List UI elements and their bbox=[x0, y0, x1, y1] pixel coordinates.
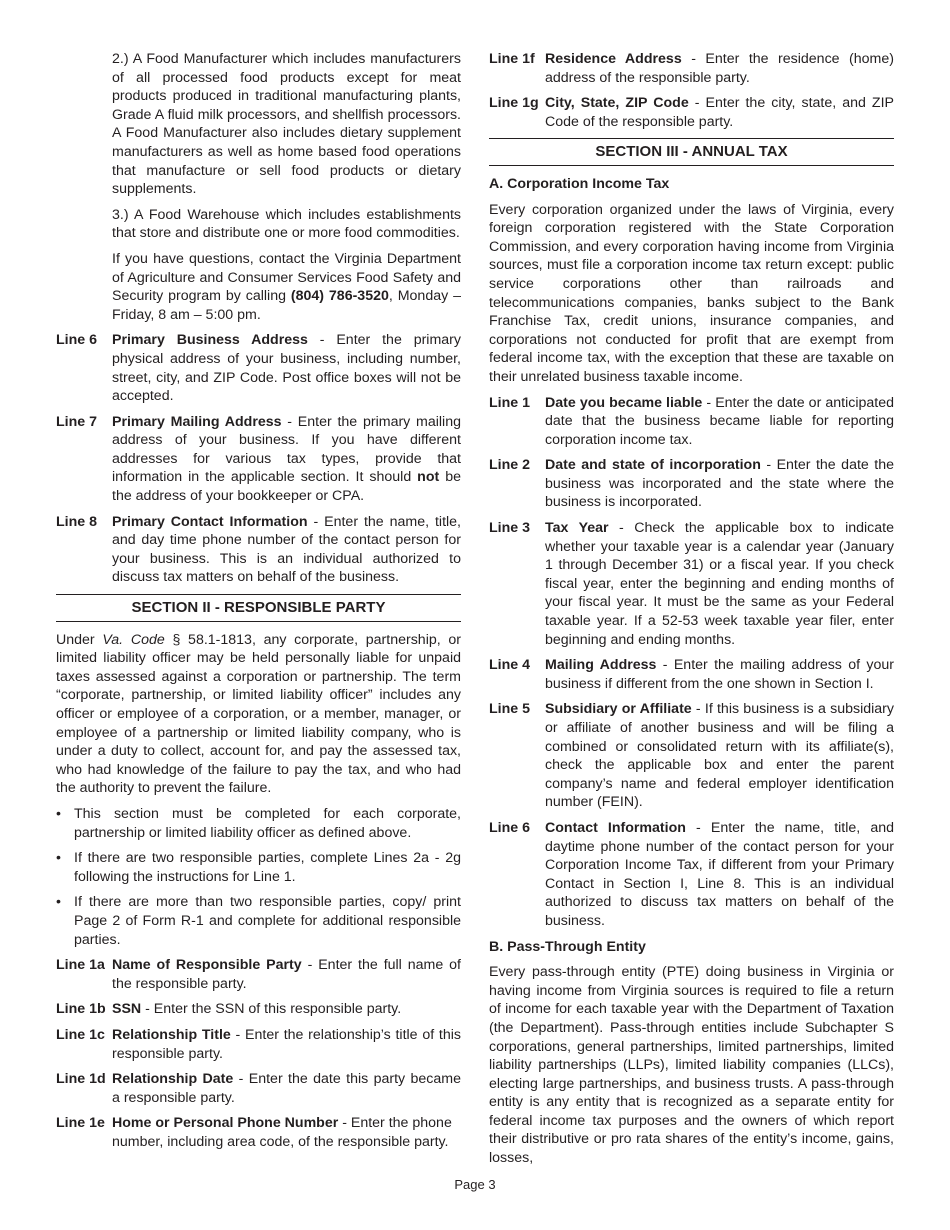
emphasis-not: not bbox=[417, 469, 440, 486]
line-label: Line 6 bbox=[489, 819, 530, 836]
line-1b-entry bbox=[56, 1000, 461, 1019]
line-1a-entry bbox=[56, 956, 461, 993]
line-text: - Enter the mailing address of your business if different from the one shown in Section I. bbox=[545, 657, 894, 692]
line-label: Line 1g bbox=[489, 95, 539, 112]
line-title: Tax Year bbox=[545, 520, 609, 537]
line-label: Line 2 bbox=[489, 457, 530, 474]
line-text: - Enter the primary mailing address of your business. If you have different addresses for various tax types, provide that information in the applicable section. It should bbox=[112, 413, 461, 486]
line-6-entry bbox=[489, 819, 894, 931]
line-text: - Check the applicable box to indicate whether your taxable year is a calendar year (January 1 through December 31) or a fiscal year. If you check fiscal year, enter the beginning and ending months of your fiscal year. It must be the same as your Federal taxable year. If a 52-53 week taxable year filer, enter beginning and ending months. bbox=[545, 520, 894, 648]
line-label: Line 1e bbox=[56, 1115, 105, 1132]
line-title: SSN bbox=[112, 1001, 142, 1018]
food-manufacturer-paragraph: 2.) A Food Manufacturer which includes manufacturers of all processed food products except for meat products produced in traditional manufacturing plants, Grade A fluid milk processors, and shellfish processors. A Food Manufacturer also includes dietary supplement manufacturers as well as home based food operations that manufacture or sell food products or dietary supplements. bbox=[112, 51, 461, 198]
line-title: City, State, ZIP Code bbox=[545, 95, 689, 112]
line-label: Line 3 bbox=[489, 520, 530, 537]
responsible-party-paragraph: Under Va. Code § 58.1-1813, any corporate, partnership, or limited liability officer may be held personally liable for unpaid taxes assessed against a corporation or partnership. The term “corporate, partnership, or limited liability officer” includes any officer or employee of a corporation, or a member, manager, or employee of a partnership or limited liability company, who is under a duty to collect, account for, and pay the assessed tax, who had knowledge of the failure to pay the tax, and who had the authority to prevent the failure. bbox=[56, 631, 461, 797]
bullet-icon: • bbox=[56, 894, 61, 911]
line-1d-entry bbox=[56, 1070, 461, 1107]
contact-text-a: If you have questions, contact the Virginia Department of Agriculture and Consumer Services Food Safety and Security program by calling bbox=[112, 250, 461, 305]
corporation-income-tax-heading: A. Corporation Income Tax bbox=[489, 175, 670, 192]
bullet-icon: • bbox=[56, 805, 61, 822]
line-label: Line 5 bbox=[489, 701, 530, 718]
line-text: - Enter the date or anticipated date that the business became liable for reporting corporation income tax. bbox=[545, 394, 894, 448]
line-label: Line 6 bbox=[56, 332, 97, 349]
line-text: - Enter the name, title, and day time phone number of the contact person for your business. This is an individual authorized to discuss tax matters on behalf of the business. bbox=[112, 513, 461, 586]
line-label: Line 8 bbox=[56, 513, 97, 530]
bullet-icon: • bbox=[56, 850, 61, 867]
line-title: Contact Information bbox=[545, 819, 686, 836]
line-7-entry bbox=[56, 413, 461, 506]
left-column bbox=[56, 50, 461, 1158]
va-code-citation: Va. Code bbox=[102, 631, 165, 648]
line-1-entry bbox=[489, 394, 894, 450]
line-label: Line 7 bbox=[56, 413, 97, 430]
line-label: Line 1c bbox=[56, 1026, 105, 1043]
line-5-entry bbox=[489, 700, 894, 812]
line-4-entry bbox=[489, 656, 894, 693]
pass-through-entity-heading: B. Pass-Through Entity bbox=[489, 938, 646, 955]
list-item: • If there are more than two responsible parties, copy/ print Page 2 of Form R-1 and complete for additional responsible parties. bbox=[56, 894, 461, 948]
line-title: Residence Address bbox=[545, 51, 682, 67]
line-text: - Enter the primary physical address of your business, including number, street, city, and ZIP Code. Post office boxes will not be accepted. bbox=[112, 332, 461, 405]
right-column bbox=[489, 50, 894, 1175]
line-title: Date and state of incorporation bbox=[545, 457, 761, 474]
corporation-paragraph: Every corporation organized under the laws of Virginia, every foreign corporation registered with the State Corporation Commission, and every corporation having income from Virginia sources, must file a corporation income tax return except: public service corporations other than railroads and telecommunications companies, banks subject to the Bank Franchise Tax, credit unions, insurance companies, and corporations not conducted for profit that are exempt from federal income tax, with the exception that these are taxable on their unrelated business taxable income. bbox=[489, 201, 894, 385]
line-1g-entry bbox=[489, 94, 894, 131]
line-text: - Enter the relationship’s title of this responsible party. bbox=[112, 1026, 461, 1062]
line-label: Line 1 bbox=[489, 394, 530, 411]
contact-paragraph bbox=[56, 250, 461, 324]
line-title: Date you became liable bbox=[545, 394, 703, 411]
line-1c-entry bbox=[56, 1026, 461, 1063]
section-3-heading: SECTION III - ANNUAL TAX bbox=[489, 138, 894, 166]
contact-text-b: , Monday – Friday, 8 am – 5:00 pm. bbox=[112, 288, 461, 323]
line-text: be the address of your bookkeeper or CPA. bbox=[112, 469, 461, 505]
line-text: - Enter the city, state, and ZIP Code of the responsible party. bbox=[545, 95, 894, 130]
line-text: - Enter the full name of the responsible party. bbox=[112, 957, 461, 992]
line-label: Line 1b bbox=[56, 1001, 106, 1018]
line-text: - If this business is a subsidiary or affiliate of another business and will be filing a combined or consolidated return with its affiliate(s), check the applicable box and enter the parent company’s name and federal employer identification number (FEIN). bbox=[545, 701, 894, 811]
line-text: - Enter the date this party became a responsible party. bbox=[112, 1071, 461, 1106]
section-2-heading: SECTION II - RESPONSIBLE PARTY bbox=[56, 594, 461, 622]
line-title: Primary Business Address bbox=[112, 332, 308, 349]
line-text: - Enter the name, title, and daytime phone number of the contact person for your Corporation Income Tax, if different from your Primary Contact in Section I, Line 8. This is an individual authorized to discuss tax matters on behalf of the business. bbox=[545, 819, 894, 929]
line-title: Relationship Title bbox=[112, 1026, 231, 1043]
line-title: Subsidiary or Affiliate bbox=[545, 701, 692, 718]
line-8-entry bbox=[56, 513, 461, 587]
line-label: Line 1f bbox=[489, 51, 535, 67]
line-text: - Enter the residence (home) address of the responsible party. bbox=[545, 51, 894, 86]
responsible-party-bullets bbox=[56, 805, 461, 949]
food-warehouse-paragraph: 3.) A Food Warehouse which includes establishments that store and distribute one or more food commodities. bbox=[112, 206, 461, 242]
line-6-entry bbox=[56, 331, 461, 405]
line-text: - Enter the date the business was incorporated and the state where the business is incorporated. bbox=[545, 457, 895, 511]
line-1e-entry bbox=[56, 1114, 461, 1151]
line-label: Line 4 bbox=[489, 657, 530, 674]
line-2-entry bbox=[489, 456, 894, 512]
list-item: • If there are two responsible parties, complete Lines 2a - 2g following the instructions for Line 1. bbox=[56, 850, 461, 885]
list-item: • This section must be completed for each corporate, partnership or limited liability officer as defined above. bbox=[56, 805, 461, 841]
line-title: Name of Responsible Party bbox=[112, 957, 302, 974]
pte-paragraph: Every pass-through entity (PTE) doing business in Virginia or having income from Virginia sources is required to file a return of income for each taxable year with the Department of Taxation (the Department). Pass-through entities include Subchapter S corporations, general partnerships, limited partnerships, limited liability partnerships (LLPs), limited liability companies (LLCs), electing large partnerships, and business trusts. A pass-through entity is any entity that is recognized as a separate entity for federal income tax purposes and the owners of which report their distributive or pro rata shares of the entity’s income, gains, losses, bbox=[489, 964, 894, 1167]
line-label: Line 1a bbox=[56, 957, 105, 974]
line-label: Line 1d bbox=[56, 1071, 106, 1088]
line-1f-entry bbox=[489, 50, 894, 87]
line-title: Primary Contact Information bbox=[112, 513, 308, 530]
line-title: Relationship Date bbox=[112, 1071, 234, 1088]
line-text: - Enter the phone number, including area code, of the responsible party. bbox=[112, 1115, 452, 1150]
line-title: Primary Mailing Address bbox=[112, 413, 282, 430]
line-title: Home or Personal Phone Number bbox=[112, 1115, 339, 1132]
page-number: Page 3 bbox=[454, 1177, 496, 1192]
contact-phone: (804) 786-3520 bbox=[290, 288, 389, 305]
line-text: - Enter the SSN of this responsible party. bbox=[141, 1001, 402, 1018]
line-3-entry bbox=[489, 519, 894, 649]
line-title: Mailing Address bbox=[545, 657, 657, 674]
